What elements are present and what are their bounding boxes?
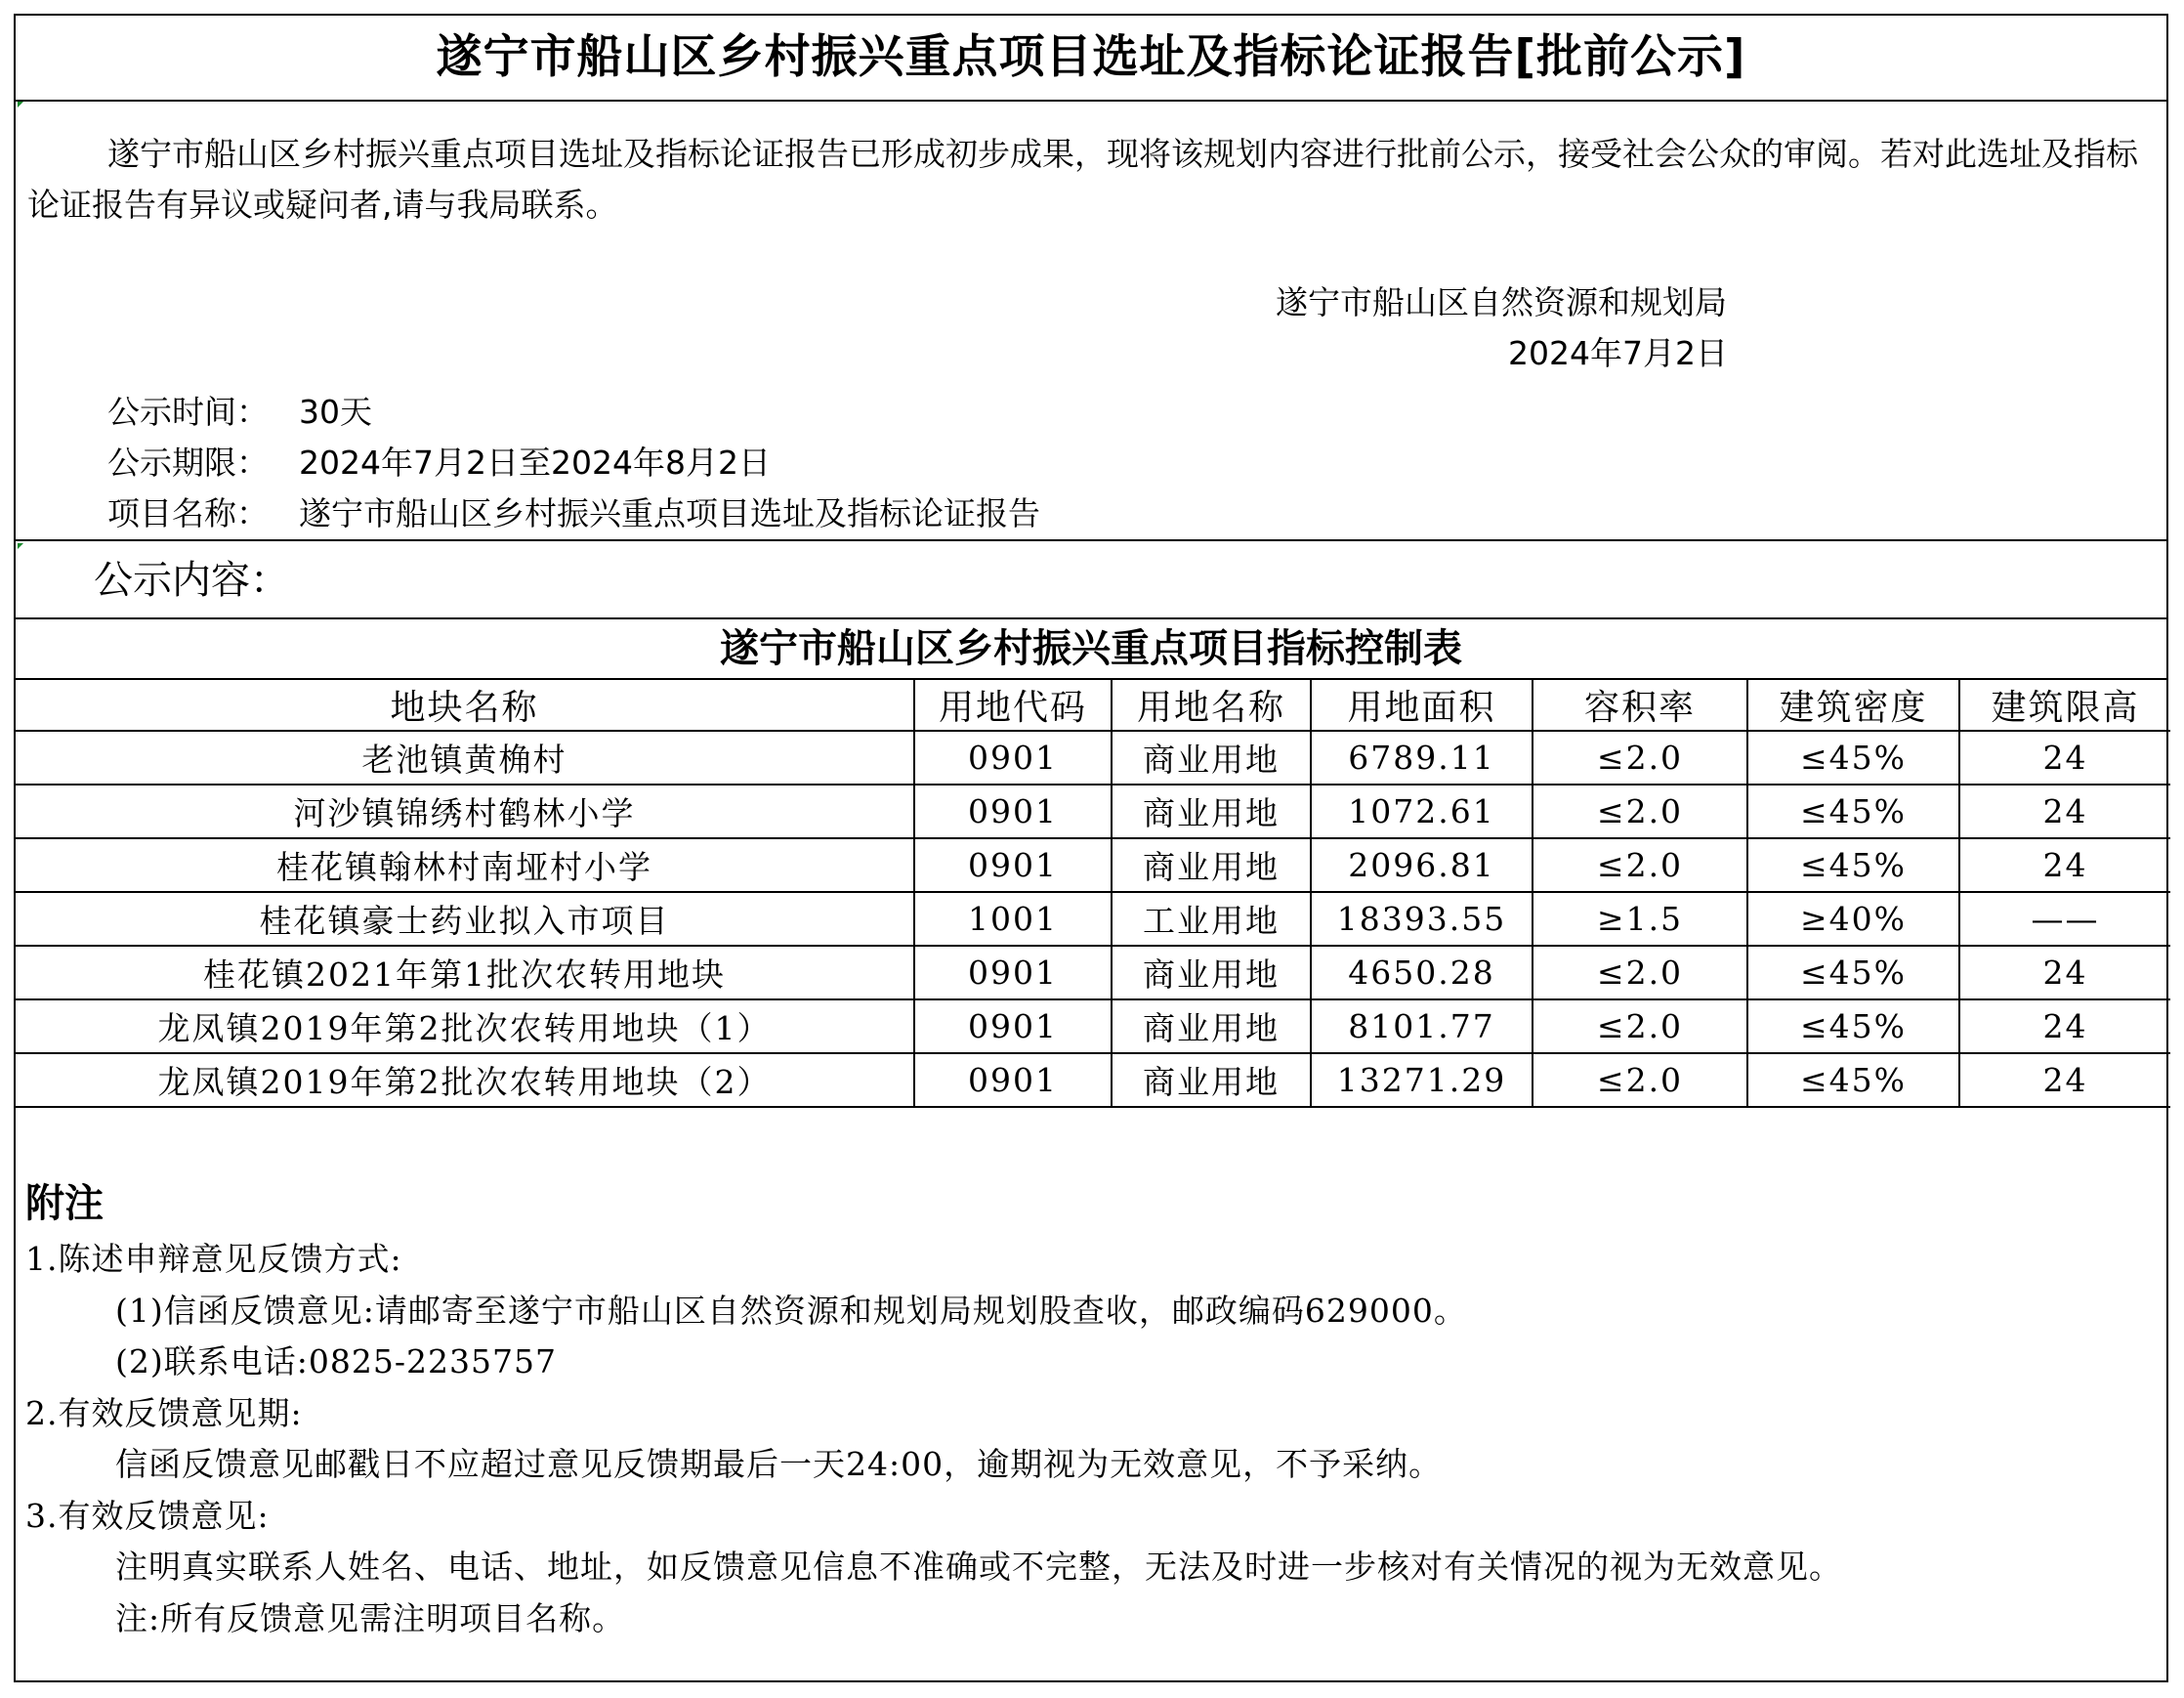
cell-building-density: ≥40% [1747, 892, 1959, 946]
header-land-area: 用地面积 [1311, 680, 1533, 731]
cell-plot-ratio: ≤2.0 [1533, 1053, 1747, 1107]
cell-height-limit: 24 [1959, 946, 2170, 999]
note-item-3a: 注明真实联系人姓名、电话、地址，如反馈意见信息不准确或不完整，无法及时进一步核对有关情况的视为无效意见。 [115, 1548, 1842, 1586]
project-row [107, 488, 1040, 539]
cell-marker-icon [18, 543, 23, 549]
note-item-1: 1.陈述申辩意见反馈方式: [25, 1240, 402, 1278]
table-row [16, 999, 2170, 1053]
cell-plot-ratio: ≤2.0 [1533, 946, 1747, 999]
cell-plot-name: 桂花镇翰林村南垭村小学 [16, 838, 914, 892]
cell-land-area: 2096.81 [1311, 838, 1533, 892]
cell-land-use: 商业用地 [1112, 785, 1311, 838]
cell-plot-name: 龙凤镇2019年第2批次农转用地块（1） [16, 999, 914, 1053]
intro-paragraph: 遂宁市船山区乡村振兴重点项目选址及指标论证报告已形成初步成果，现将该规划内容进行批前公示，接受社会公众的审阅。若对此选址及指标论证报告有异议或疑问者,请与我局联系。 [27, 135, 2138, 224]
cell-land-code: 0901 [914, 946, 1112, 999]
header-land-code: 用地代码 [914, 680, 1112, 731]
notice-section [16, 100, 2166, 541]
period-row [107, 438, 771, 488]
cell-building-density: ≤45% [1747, 1053, 1959, 1107]
cell-land-use: 商业用地 [1112, 946, 1311, 999]
cell-building-density: ≤45% [1747, 838, 1959, 892]
duration-label: 公示时间： [107, 393, 269, 431]
project-label: 项目名称： [107, 494, 269, 532]
table-row [16, 731, 2170, 785]
cell-plot-name: 桂花镇2021年第1批次农转用地块 [16, 946, 914, 999]
header-building-density: 建筑密度 [1747, 680, 1959, 731]
notes-heading: 附注 [25, 1181, 104, 1226]
cell-land-use: 工业用地 [1112, 892, 1311, 946]
cell-land-use: 商业用地 [1112, 838, 1311, 892]
index-table [16, 680, 2170, 1108]
cell-land-use: 商业用地 [1112, 999, 1311, 1053]
table-row [16, 1053, 2170, 1107]
page-title: 遂宁市船山区乡村振兴重点项目选址及指标论证报告[批前公示] [16, 16, 2166, 102]
cell-land-area: 8101.77 [1311, 999, 1533, 1053]
note-item-2: 2.有效反馈意见期: [25, 1393, 303, 1432]
header-plot-ratio: 容积率 [1533, 680, 1747, 731]
period-label: 公示期限： [107, 444, 269, 482]
cell-height-limit: 24 [1959, 785, 2170, 838]
table-row [16, 892, 2170, 946]
cell-land-area: 18393.55 [1311, 892, 1533, 946]
cell-plot-name: 龙凤镇2019年第2批次农转用地块（2） [16, 1053, 914, 1107]
cell-land-code: 0901 [914, 999, 1112, 1053]
header-land-use: 用地名称 [1112, 680, 1311, 731]
cell-plot-name: 老池镇黄桷村 [16, 731, 914, 785]
signer: 遂宁市船山区自然资源和规划局 [1276, 283, 1727, 321]
cell-plot-ratio: ≥1.5 [1533, 892, 1747, 946]
table-header-row [16, 680, 2170, 731]
cell-building-density: ≤45% [1747, 999, 1959, 1053]
header-height-limit: 建筑限高 [1959, 680, 2170, 731]
table-row [16, 838, 2170, 892]
content-label: 公示内容： [94, 558, 289, 603]
cell-land-use: 商业用地 [1112, 731, 1311, 785]
cell-plot-ratio: ≤2.0 [1533, 838, 1747, 892]
note-item-3b: 注:所有反馈意见需注明项目名称。 [115, 1598, 626, 1637]
notice-sheet [14, 14, 2168, 1682]
project-value: 遂宁市船山区乡村振兴重点项目选址及指标论证报告 [299, 494, 1040, 532]
cell-plot-ratio: ≤2.0 [1533, 999, 1747, 1053]
table-row [16, 785, 2170, 838]
duration-row [107, 387, 372, 438]
cell-height-limit: 24 [1959, 999, 2170, 1053]
header-plot-name: 地块名称 [16, 680, 914, 731]
note-item-1b: (2)联系电话:0825-2235757 [115, 1342, 557, 1380]
cell-marker-icon [18, 102, 23, 107]
cell-land-area: 4650.28 [1311, 946, 1533, 999]
cell-height-limit: 24 [1959, 838, 2170, 892]
table-row [16, 946, 2170, 999]
cell-land-area: 6789.11 [1311, 731, 1533, 785]
cell-land-area: 13271.29 [1311, 1053, 1533, 1107]
note-item-3: 3.有效反馈意见: [25, 1496, 270, 1535]
content-section [16, 541, 2166, 619]
cell-building-density: ≤45% [1747, 785, 1959, 838]
duration-value: 30天 [299, 393, 372, 431]
cell-height-limit: —— [1959, 892, 2170, 946]
cell-height-limit: 24 [1959, 731, 2170, 785]
cell-land-code: 0901 [914, 838, 1112, 892]
cell-building-density: ≤45% [1747, 946, 1959, 999]
notes-section [25, 1173, 2155, 1644]
note-item-1a: (1)信函反馈意见:请邮寄至遂宁市船山区自然资源和规划局规划股查收，邮政编码629000。 [115, 1291, 1467, 1330]
cell-land-code: 0901 [914, 731, 1112, 785]
sign-date: 2024年7月2日 [1508, 334, 1728, 372]
cell-land-use: 商业用地 [1112, 1053, 1311, 1107]
cell-land-code: 1001 [914, 892, 1112, 946]
cell-land-code: 0901 [914, 785, 1112, 838]
cell-height-limit: 24 [1959, 1053, 2170, 1107]
period-value: 2024年7月2日至2024年8月2日 [299, 444, 771, 482]
cell-land-code: 0901 [914, 1053, 1112, 1107]
cell-building-density: ≤45% [1747, 731, 1959, 785]
table-caption: 遂宁市船山区乡村振兴重点项目指标控制表 [16, 619, 2166, 680]
cell-plot-ratio: ≤2.0 [1533, 731, 1747, 785]
cell-plot-name: 桂花镇豪士药业拟入市项目 [16, 892, 914, 946]
cell-land-area: 1072.61 [1311, 785, 1533, 838]
cell-plot-name: 河沙镇锦绣村鹤林小学 [16, 785, 914, 838]
cell-plot-ratio: ≤2.0 [1533, 785, 1747, 838]
note-item-2a: 信函反馈意见邮戳日不应超过意见反馈期最后一天24:00，逾期视为无效意见，不予采纳。 [115, 1445, 1443, 1483]
